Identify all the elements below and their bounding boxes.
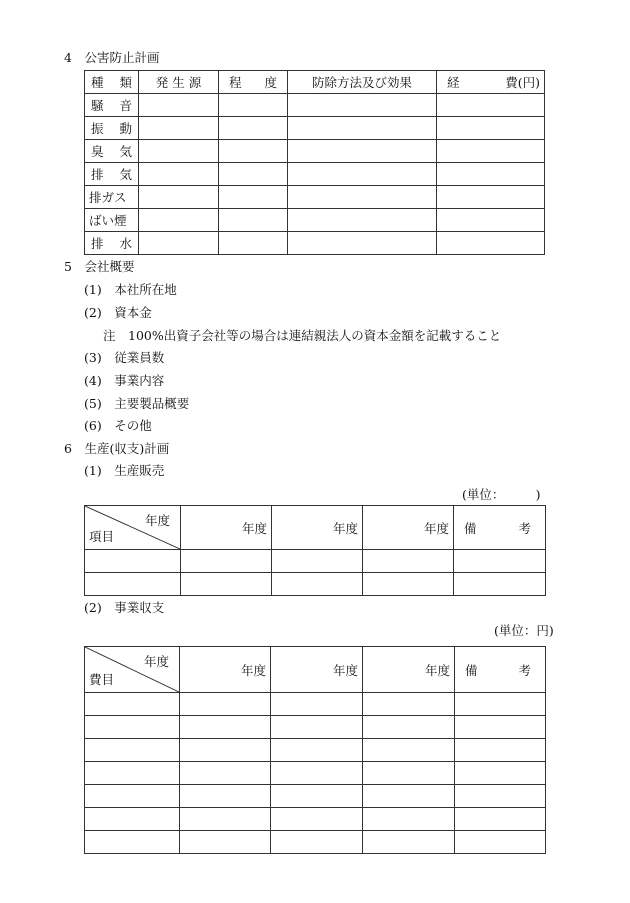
table-row: [85, 550, 546, 573]
table-header-row: [85, 71, 545, 94]
remarks-col: 備 考: [455, 647, 546, 693]
sub2-title: (2) 事業収支: [84, 600, 165, 615]
sub2-unit: (単位：円): [494, 623, 554, 638]
capital-note: 注 100%出資子会社等の場合は連結親法人の資本金額を記載すること: [103, 328, 502, 343]
table-row: [85, 693, 546, 716]
table-row: [85, 739, 546, 762]
table-row: [85, 831, 546, 854]
table-row: 振 動: [85, 117, 545, 140]
year-col: 年度: [180, 647, 271, 693]
header-method: 防除方法及び効果: [288, 71, 437, 94]
item-head-office: (1) 本社所在地: [84, 282, 177, 297]
business-income-table: [84, 646, 546, 854]
year-col: 年度: [363, 647, 455, 693]
sub1-title: (1) 生産販売: [84, 463, 165, 478]
remarks-col: 備 考: [454, 506, 546, 550]
production-sales-table: [84, 505, 546, 596]
item-other: (6) その他: [84, 418, 152, 433]
item-capital: (2) 資本金: [84, 305, 152, 320]
section4-title: 4 公害防止計画: [64, 50, 160, 65]
year-col: 年度: [272, 506, 363, 550]
table-row: ばい煙: [85, 209, 545, 232]
table-row: [85, 785, 546, 808]
corner-cell: 年度 項目: [85, 506, 181, 550]
item-employees: (3) 従業員数: [84, 350, 165, 365]
table-row: [85, 573, 546, 596]
table-row: 排 気: [85, 163, 545, 186]
year-col: 年度: [181, 506, 272, 550]
header-source: 発 生 源: [139, 71, 219, 94]
year-col: 年度: [363, 506, 454, 550]
year-col: 年度: [271, 647, 363, 693]
table-header-row: [85, 506, 546, 550]
header-cost: 経 費(円): [437, 71, 545, 94]
header-type: 種 類: [85, 71, 139, 94]
table-row: [85, 808, 546, 831]
item-products: (5) 主要製品概要: [84, 396, 190, 411]
section6-title: 6 生産(収支)計画: [64, 441, 170, 456]
table-row: [85, 762, 546, 785]
corner-cell: 年度 費目: [85, 647, 180, 693]
table-row: 排ガス: [85, 186, 545, 209]
item-business: (4) 事業内容: [84, 373, 165, 388]
sub1-unit: (単位： ): [462, 487, 541, 502]
pollution-prevention-table: [84, 70, 545, 255]
table-row: 排 水: [85, 232, 545, 255]
table-row: 臭 気: [85, 140, 545, 163]
table-row: 騒 音: [85, 94, 545, 117]
section5-title: 5 会社概要: [64, 259, 135, 274]
header-degree: 程 度: [219, 71, 288, 94]
table-row: [85, 716, 546, 739]
table-header-row: [85, 647, 546, 693]
